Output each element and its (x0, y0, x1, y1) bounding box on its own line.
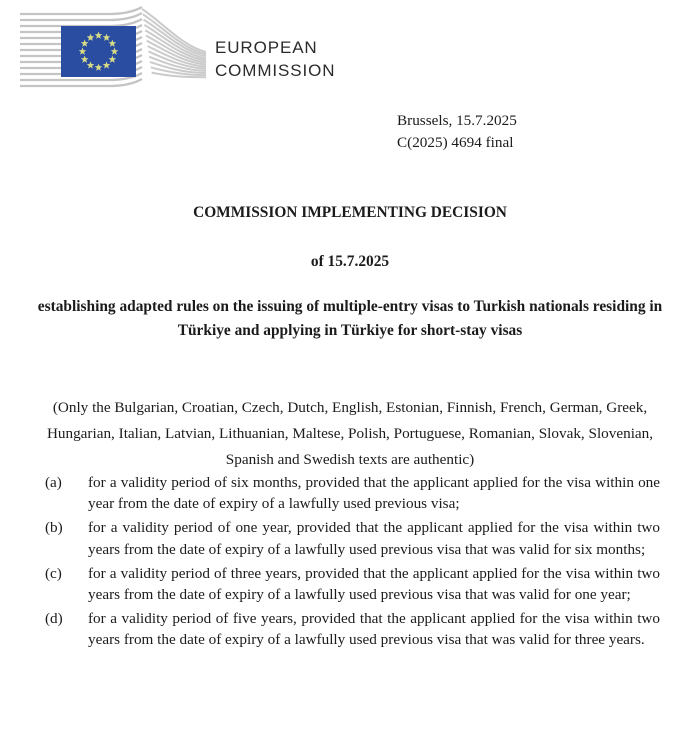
organization-name (215, 37, 335, 82)
list-item (45, 472, 660, 514)
list-item (45, 608, 660, 650)
logo-right-lines-icon (142, 9, 206, 77)
document-subject: establishing adapted rules on the issuing of multiple-entry visas to Turkish nationals residing in Türkiye and applying in Türkiye for short-stay visas (37, 298, 663, 339)
list-item-text: for a validity period of one year, provided that the applicant applied for the visa within two years from the date of expiry of a lawfully used previous visa that was valid for six months; (88, 519, 660, 558)
authentic-texts-note: (Only the Bulgarian, Croatian, Czech, Dutch, English, Estonian, Finnish, French, German, Greek, Hungarian, Italian, Latvian, Lithuanian, Maltese, Polish, Portuguese, Romanian, Slovak, Slovenian, Spanish and Swedish texts are authentic) (46, 399, 654, 468)
list-item-text: for a validity period of six months, provided that the applicant applied for the visa within one year from the date of expiry of a lawfully used previous visa; (88, 474, 660, 513)
list-item-label: (b) (45, 519, 63, 537)
reference-number: C(2025) 4694 final (397, 134, 514, 151)
document-title: COMMISSION IMPLEMENTING DECISION (193, 204, 507, 221)
conditions-list (45, 472, 660, 654)
place-date-line: Brussels, 15.7.2025 (397, 112, 517, 129)
list-item-label: (a) (45, 474, 62, 491)
list-item-label: (d) (45, 610, 63, 628)
list-item-label: (c) (45, 564, 62, 582)
list-item-text: for a validity period of five years, provided that the applicant applied for the visa within two years from the date of expiry of a lawfully used previous visa that was valid for three years. (88, 610, 660, 649)
list-item (45, 517, 660, 559)
organization-name-line1: EUROPEAN (215, 38, 318, 57)
document-date: of 15.7.2025 (310, 253, 390, 270)
list-item (45, 563, 660, 605)
european-commission-logo (20, 6, 210, 90)
list-item-text: for a validity period of three years, provided that the applicant applied for the visa within two years from the date of expiry of a lawfully used previous visa that was valid for one year; (88, 564, 660, 604)
header-date-block (397, 110, 517, 154)
organization-name-line2: COMMISSION (215, 60, 336, 80)
